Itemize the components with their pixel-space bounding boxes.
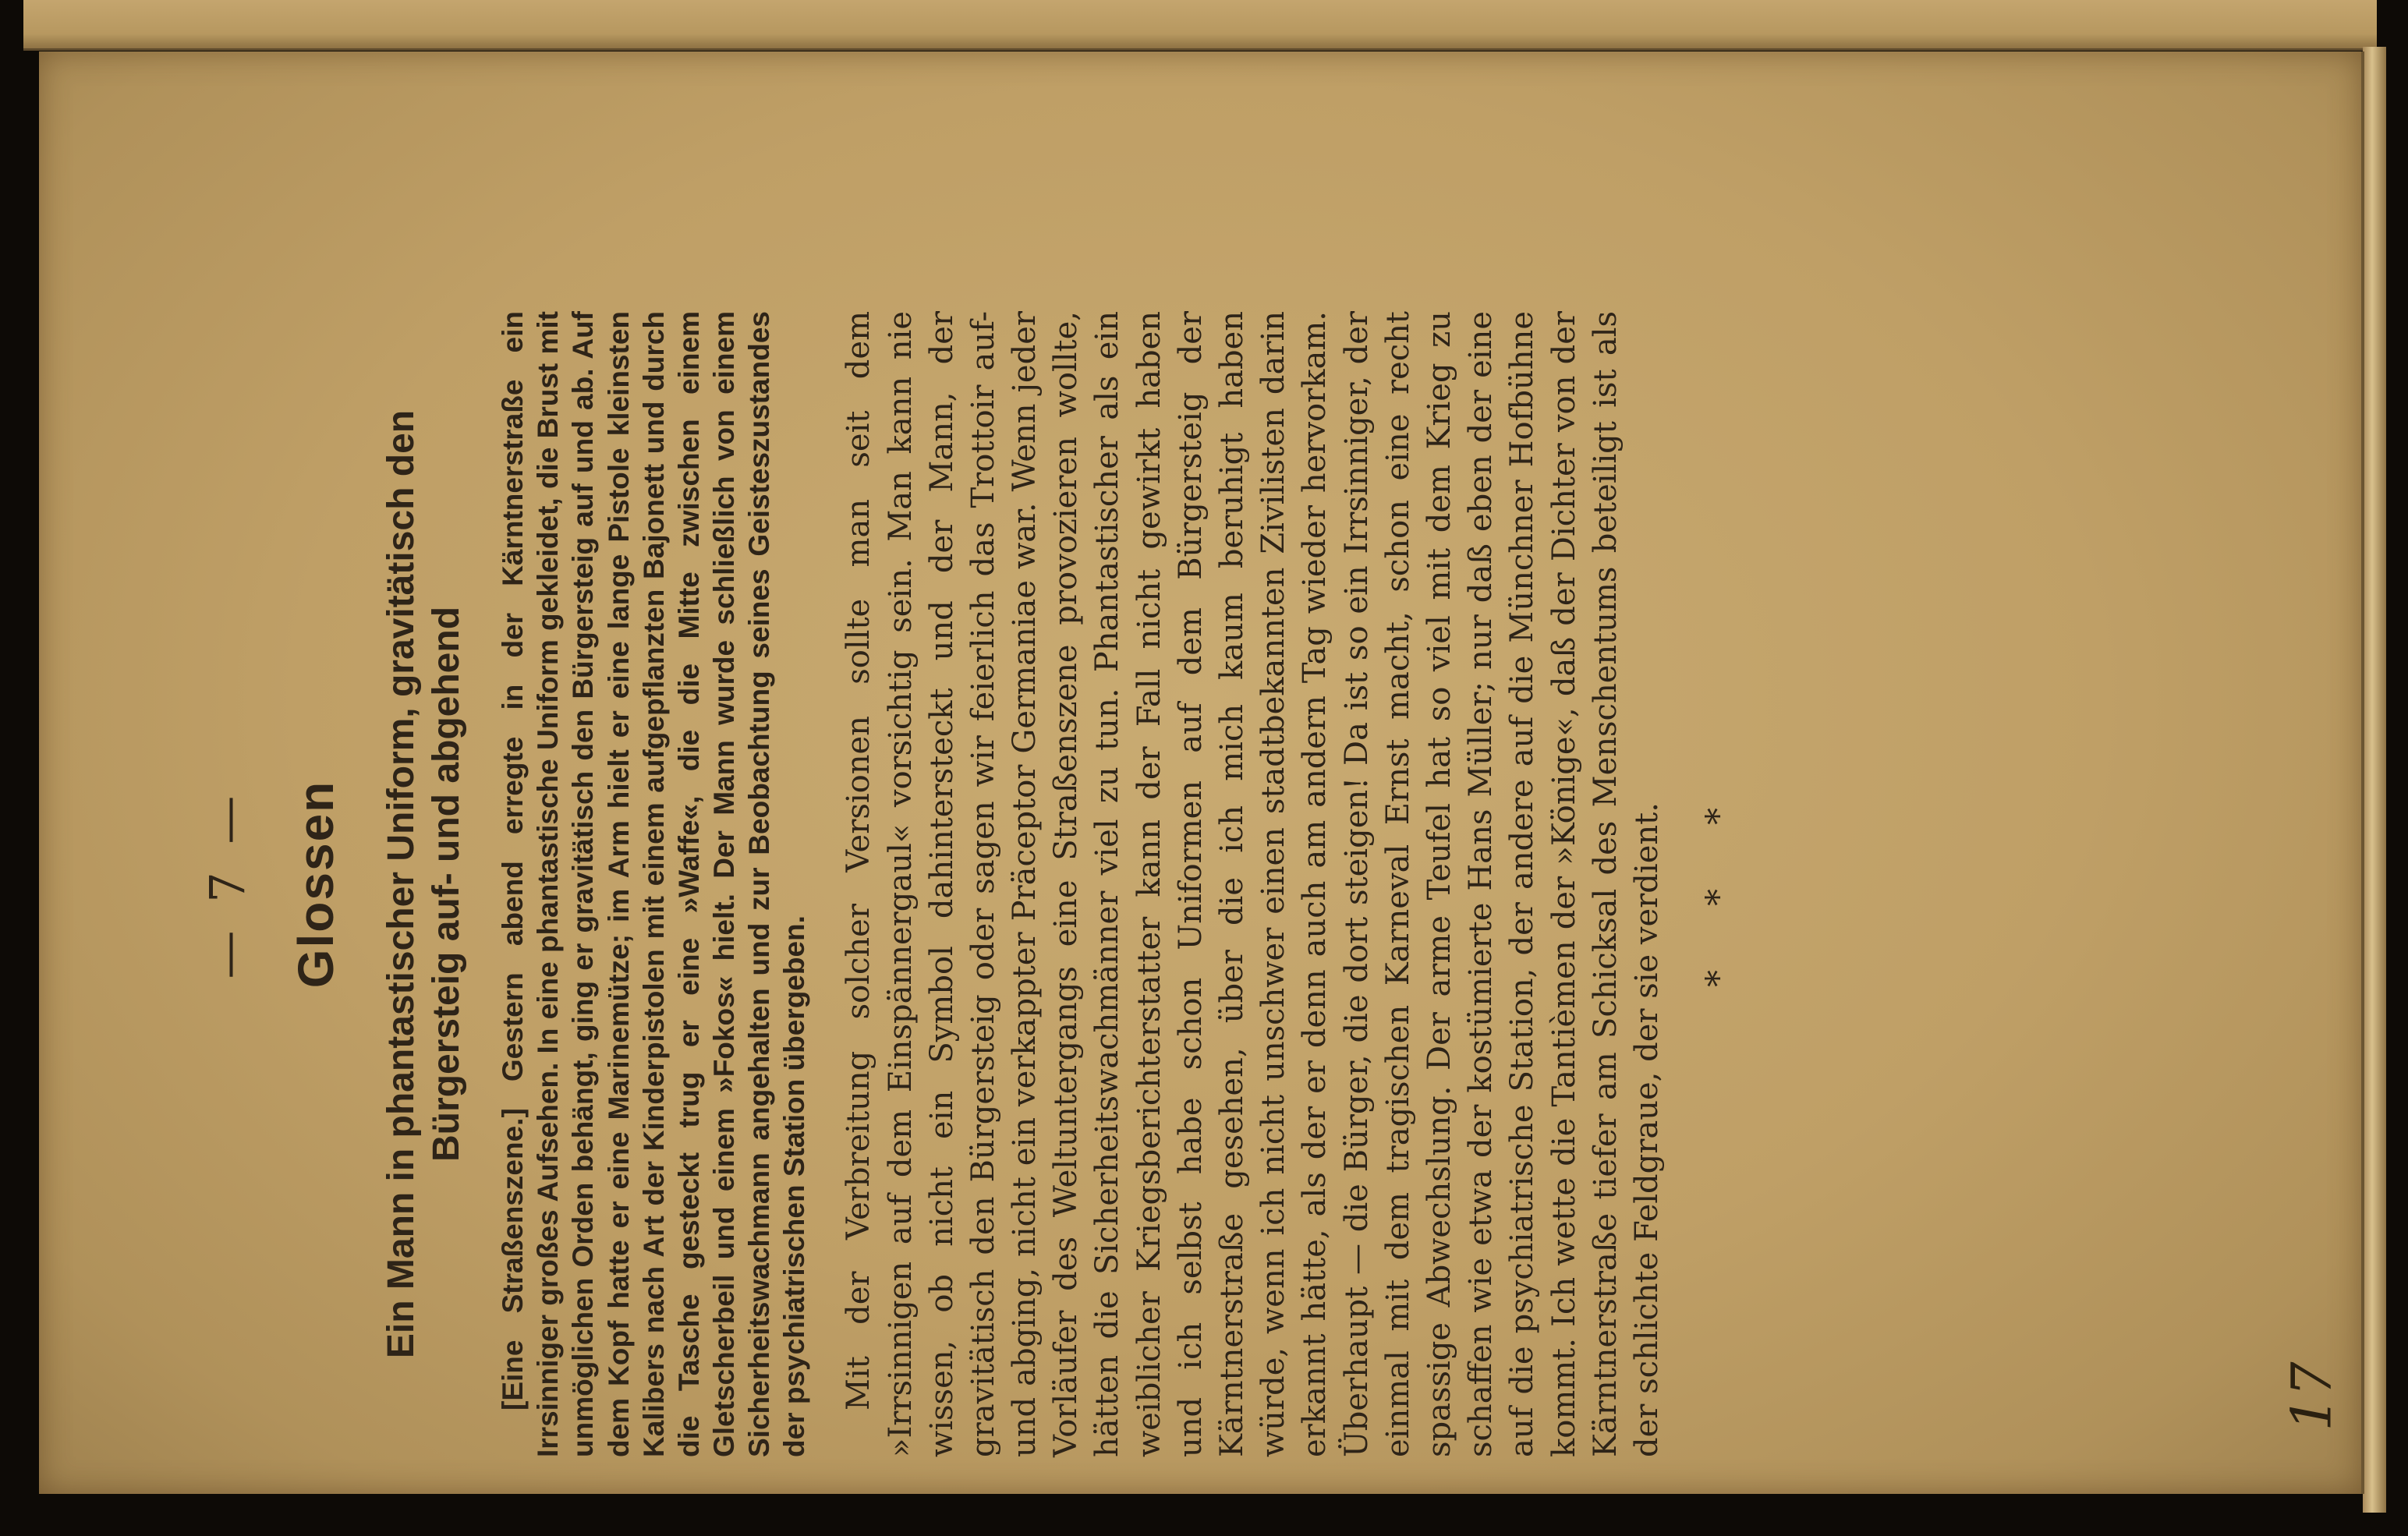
page-fold-edge xyxy=(2363,47,2386,1513)
facing-page-edge xyxy=(23,0,2377,51)
rotated-text-block xyxy=(152,257,1829,1512)
gloss-body-paragraph: Mit der Verbreitung solcher Versionen sollte man seit dem »Irrsinnigen auf dem Einspännergaul« vorsichtig sein. Man kann nie wissen, ob nicht ein Symbol dahintersteckt und der Mann, der gravitätisch den Bürgersteig oder sagen wir feierlich das Trottoir auf- und abging, nicht ein verkappter Präceptor Germaniae war. Wenn jeder Vorläufer des Weltuntergangs eine Straßenszene provozieren wollte, hätten die Sicherheitswachmänner viel zu tun. Phantastischer als ein weiblicher Kriegsberichterstatter kann der Fall nicht gewirkt haben und ich selbst habe schon Uniformen auf dem Bürgersteig der Kärntnerstraße gesehen, über die ich mich kaum beruhigt haben würde, wenn ich nicht unschwer einen stadtbekannten Zivilisten darin erkannt hätte, als der er denn auch am andern Tag wieder hervorkam. Überhaupt — die Bürger, die dort steigen! Da ist so ein Irrsinniger, der einmal mit dem tragischen Karneval Ernst macht, schon eine recht spassige Abwechslung. Der arme Teufel hat so viel mit dem Krieg zu schaffen wie etwa der kostümierte Hans Müller; nur daß eben der eine auf die psychiatrische Station, der andere auf die Münchner Hofbühne kommt. Ich wette die Tantièmen der »Könige«, daß der Dichter von der Kärntnerstraße tiefer am Schicksal des Menschentums beteiligt ist als der schlichte Feldgraue, der sie verdient. xyxy=(841,311,1665,1457)
section-title: Glossen xyxy=(288,780,344,989)
news-quote-paragraph: [Eine Straßenszene.] Gestern abend erregte in der Kärntnerstraße ein Irrsinniger großes Aufsehen. In eine phantastische Uniform gekleidet, die Brust mit unmöglichen Orden behängt, ging er gravitätisch den Bürgersteig auf und ab. Auf dem Kopf hatte er eine Marinemütze; im Arm hielt er eine lange Pistole kleinsten Kalibers nach Art der Kinderpistolen mit einem aufgepflanzten Bajonett und durch die Tasche gesteckt trug er eine »Waffe«, die die Mitte zwischen einem Gletscherbeil und einem »Fokos« hielt. Der Mann wurde schließlich von einem Sicherheitswachmann angehalten und zur Beobachtung seines Geisteszustandes der psychiatrischen Station übergeben. xyxy=(497,311,811,1457)
handwritten-folio-number: 17 xyxy=(2279,1361,2344,1432)
article-title: Ein Mann in phantastischer Uniform, gravitätisch den Bürgersteig auf- und abgehend xyxy=(381,409,467,1359)
section-divider-asterisks: * * * xyxy=(1699,781,1740,987)
page-number: — 7 — xyxy=(199,789,256,979)
